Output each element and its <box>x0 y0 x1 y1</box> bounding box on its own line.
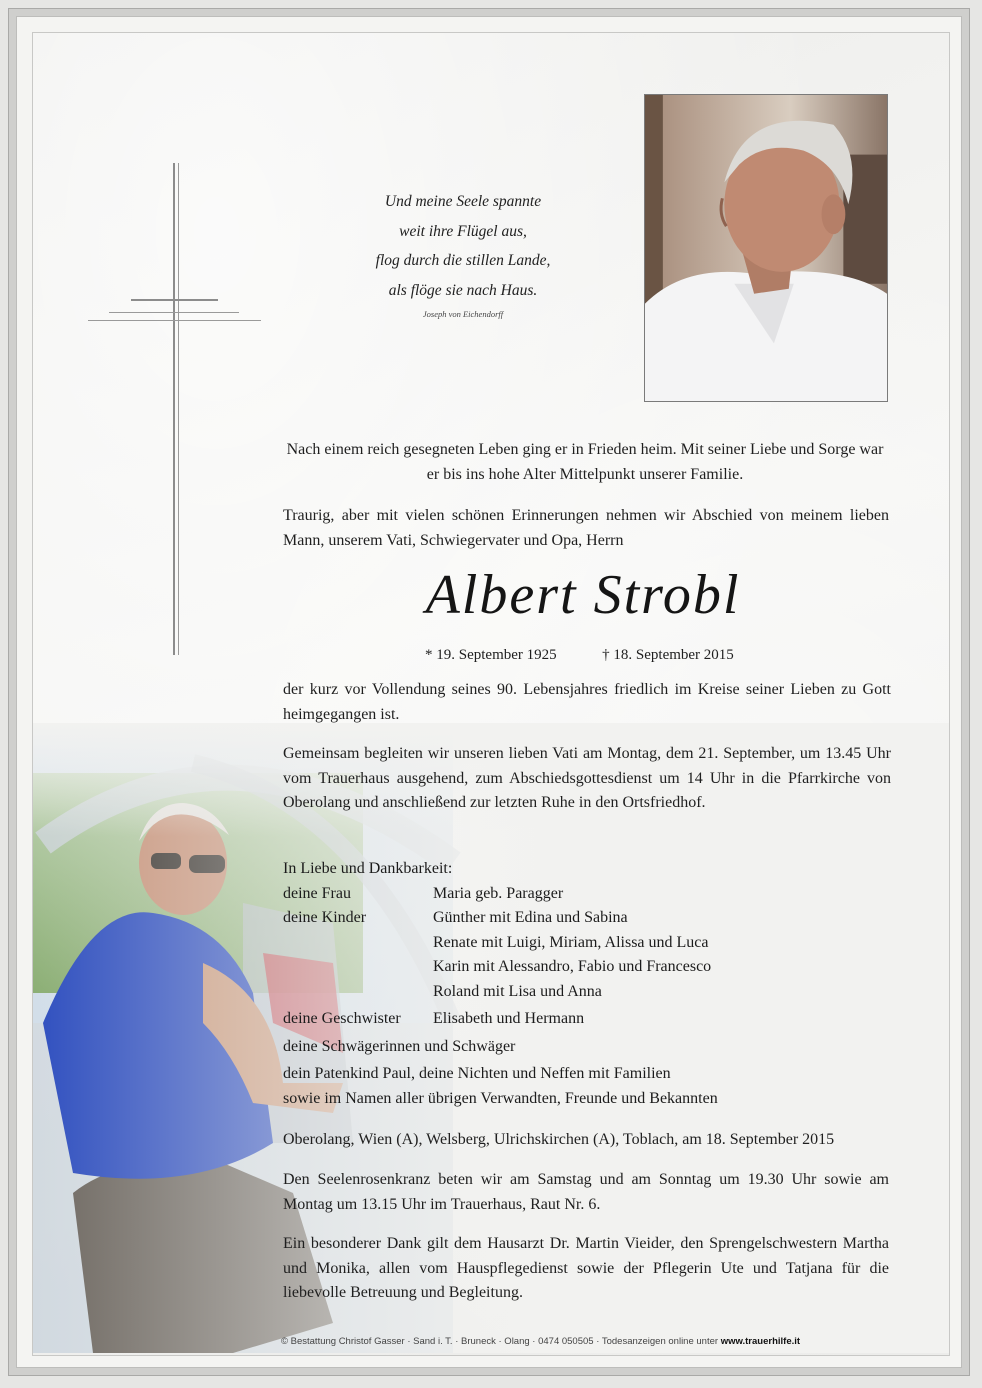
farewell-paragraph: Traurig, aber mit vielen schönen Erinnerungen nehmen wir Abschied von meinem lieben Mann, unserem Vati, Schwiegervater und Opa, Herrn <box>283 507 889 549</box>
family-row <box>283 882 893 907</box>
thanks-paragraph: Ein besonderer Dank gilt dem Hausarzt Dr. Martin Vieider, den Sprengelschwestern Martha und Monika, allen vom Hauspflegedienst sowie der Pflegerin Ute und Tatjana für die liebevolle Betreuung und Begleitung. <box>283 1235 889 1301</box>
death-date: † 18. September 2015 <box>602 647 734 663</box>
poem-line: weit ihre Flügel aus, <box>399 222 527 240</box>
obituary-page <box>32 32 950 1356</box>
poem-author: Joseph von Eichendorff <box>422 309 504 319</box>
family-names: Renate mit Luigi, Miriam, Alissa und Luca <box>433 933 709 951</box>
family-row <box>283 980 893 1005</box>
passing-paragraph: der kurz vor Vollendung seines 90. Lebensjahres friedlich im Kreise seiner Lieben zu Gott heimgegangen ist. <box>283 681 891 723</box>
family-line: deine Schwägerinnen und Schwäger <box>283 1037 516 1055</box>
family-row <box>283 906 893 931</box>
birth-date: * 19. September 1925 <box>425 647 557 663</box>
family-heading: In Liebe und Dankbarkeit: <box>283 860 453 877</box>
cross-horizontal-line <box>109 312 239 313</box>
rosary-paragraph: Den Seelenrosenkranz beten wir am Samstag und am Sonntag um 19.30 Uhr sowie am Montag um 13.15 Uhr im Trauerhaus, Raut Nr. 6. <box>283 1171 889 1213</box>
poem-line: Und meine Seele spannte <box>384 193 542 210</box>
family-row <box>283 955 893 980</box>
family-row <box>283 931 893 956</box>
footer-text: © Bestattung Christof Gasser · Sand i. T. · Bruneck · Olang · 0474 050505 · Todesanzeigen online unter <box>281 1336 721 1347</box>
funeral-paragraph: Gemeinsam begleiten wir unseren lieben Vati am Montag, dem 21. September, um 13.45 Uhr vom Trauerhaus ausgehend, zum Abschiedsgottesdienst um 14 Uhr in die Pfarrkirche von Oberolang und anschließend zur letzten Ruhe in den Ortsfriedhof. <box>283 745 891 811</box>
cross-vertical-thin <box>178 163 179 655</box>
intro-paragraph: Nach einem reich gesegneten Leben ging er in Frieden heim. Mit seiner Liebe und Sorge war er bis ins hohe Alter Mittelpunkt unserer Familie. <box>286 441 884 483</box>
family-names: Karin mit Alessandro, Fabio und Francesco <box>433 958 712 975</box>
life-dates <box>425 647 734 664</box>
family-row <box>283 1007 893 1032</box>
cross-horizontal-line <box>88 320 261 321</box>
place-date: Oberolang, Wien (A), Welsberg, Ulrichskirchen (A), Toblach, am 18. September 2015 <box>283 1131 835 1148</box>
family-role: deine Frau <box>283 884 351 902</box>
cross-vertical <box>173 163 175 655</box>
family-names: Günther mit Edina und Sabina <box>433 909 628 926</box>
poem <box>323 187 603 305</box>
poem-line: als flöge sie nach Haus. <box>388 281 538 299</box>
deceased-name: Albert Strobl <box>425 564 741 626</box>
cross-horizontal <box>131 299 218 301</box>
family-list <box>283 857 893 1111</box>
portrait-photo <box>644 94 888 402</box>
family-line: sowie im Namen aller übrigen Verwandten, Freunde und Bekannten <box>283 1089 718 1107</box>
family-role: deine Kinder <box>283 909 367 926</box>
family-role: deine Geschwister <box>283 1010 401 1027</box>
family-names: Roland mit Lisa und Anna <box>433 982 602 1000</box>
family-names: Maria geb. Paragger <box>433 884 564 902</box>
footer-url[interactable]: www.trauerhilfe.it <box>720 1336 801 1347</box>
footer <box>281 1336 921 1347</box>
poem-line: flog durch die stillen Lande, <box>375 252 551 269</box>
family-line: dein Patenkind Paul, deine Nichten und Neffen mit Familien <box>283 1065 671 1082</box>
family-names: Elisabeth und Hermann <box>433 1010 585 1027</box>
